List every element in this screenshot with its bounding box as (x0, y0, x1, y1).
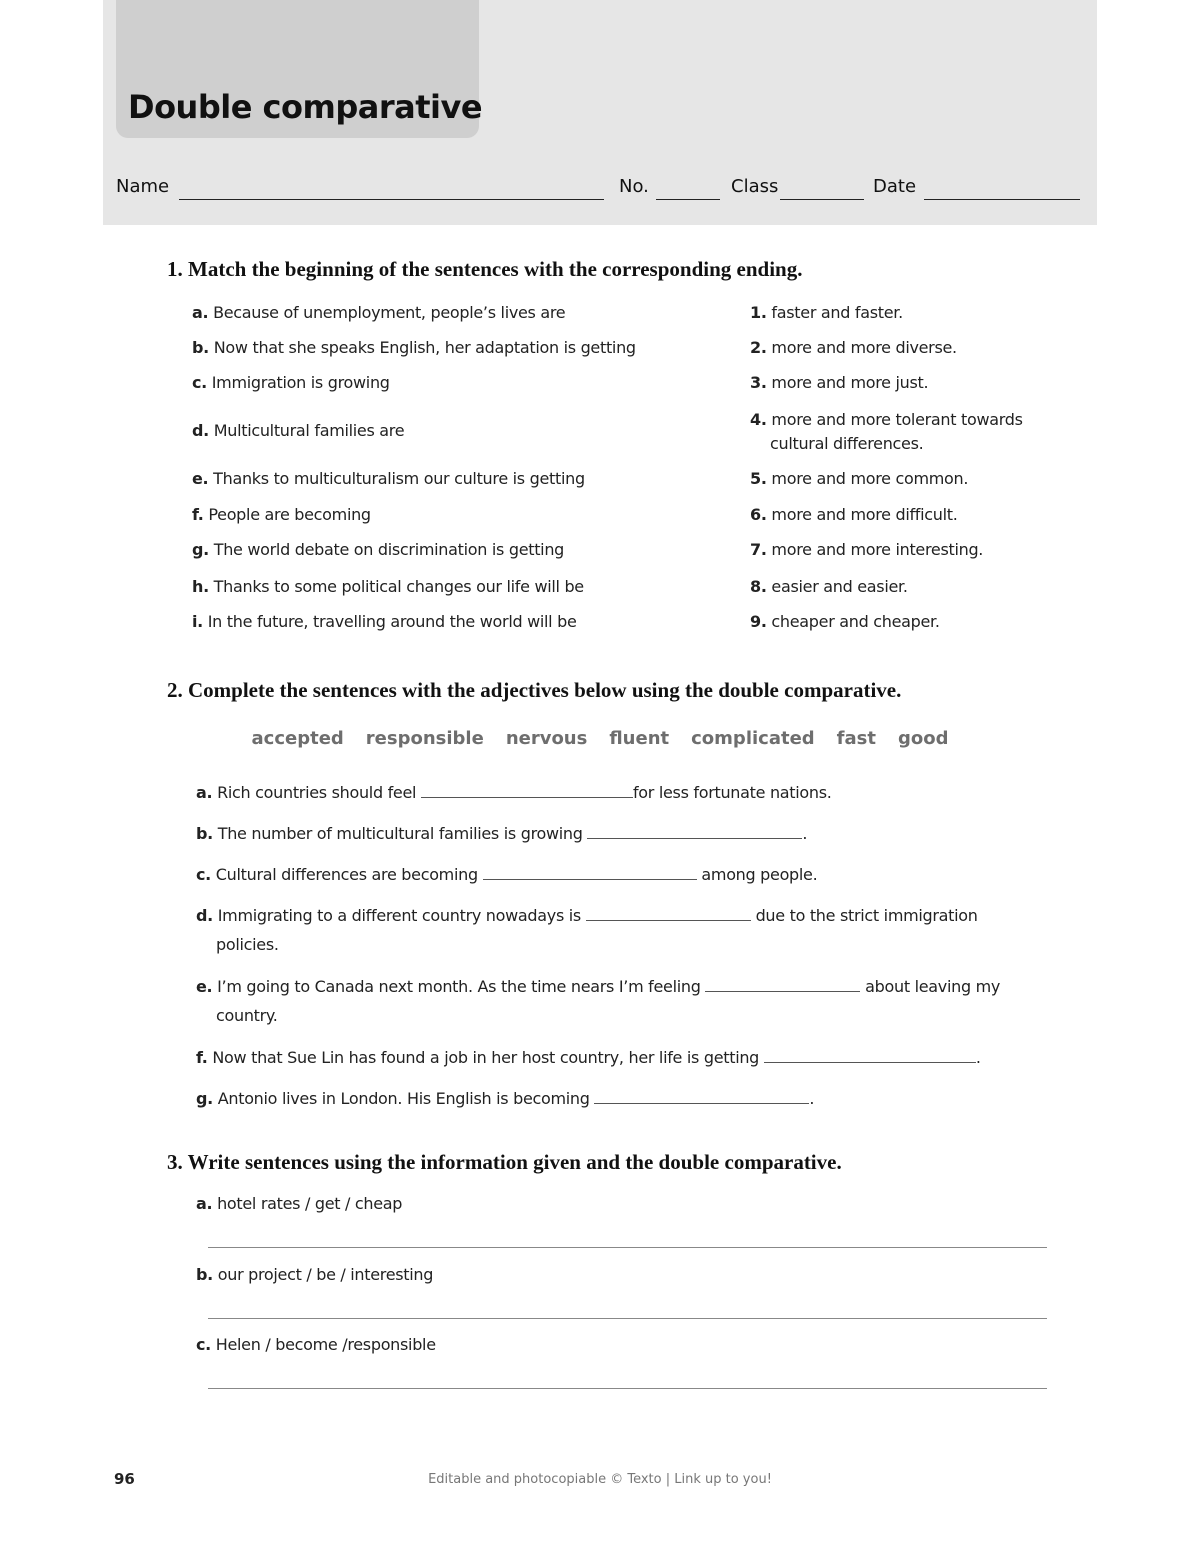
item-letter: a. (196, 1194, 213, 1213)
item-text-after: about leaving my (865, 977, 1001, 996)
item-text: more and more tolerant towards (771, 410, 1023, 429)
item-text: Multicultural families are (213, 421, 405, 440)
completion-item (196, 865, 817, 884)
date-field[interactable] (924, 199, 1080, 200)
item-letter: i. (192, 612, 203, 631)
item-text: our project / be / interesting (217, 1265, 434, 1284)
item-text: Immigration is growing (211, 373, 390, 392)
item-letter: f. (196, 1048, 208, 1067)
item-text-after: . (802, 824, 808, 843)
writing-line[interactable] (208, 1318, 1047, 1319)
match-ending (750, 505, 958, 524)
item-text: more and more interesting. (771, 540, 984, 559)
item-letter: c. (196, 1335, 211, 1354)
item-letter: e. (192, 469, 209, 488)
match-ending (750, 612, 940, 631)
match-beginning (192, 577, 584, 596)
item-number: 8. (750, 577, 767, 596)
word-bank-item: accepted (251, 728, 344, 749)
name-field[interactable] (179, 199, 604, 200)
completion-item (196, 906, 978, 925)
footer-copyright: Editable and photocopiable © Texto | Link up to you! (428, 1472, 772, 1487)
word-bank-item: responsible (365, 728, 484, 749)
completion-item (196, 977, 1000, 996)
writing-prompt (196, 1194, 402, 1213)
item-letter: h. (192, 577, 209, 596)
name-label: Name (116, 176, 170, 197)
item-letter: a. (192, 303, 209, 322)
item-text: hotel rates / get / cheap (217, 1194, 403, 1213)
item-number: 9. (750, 612, 767, 631)
number-label: No. (619, 176, 649, 197)
completion-item-continued: policies. (216, 935, 279, 954)
item-text: In the future, travelling around the world will be (207, 612, 577, 631)
item-letter: e. (196, 977, 213, 996)
page-number: 96 (114, 1470, 135, 1488)
item-text: easier and easier. (771, 577, 908, 596)
item-letter: d. (192, 421, 209, 440)
match-ending-continued: cultural differences. (770, 434, 924, 453)
writing-line[interactable] (208, 1247, 1047, 1248)
match-beginning (192, 612, 577, 631)
item-text: The number of multicultural families is growing (217, 824, 583, 843)
item-number: 1. (750, 303, 767, 322)
writing-prompt (196, 1335, 436, 1354)
item-letter: c. (192, 373, 207, 392)
item-text: Immigrating to a different country nowadays is (217, 906, 581, 925)
answer-blank[interactable] (594, 1089, 809, 1104)
item-number: 5. (750, 469, 767, 488)
match-ending (750, 303, 903, 322)
item-text: Now that Sue Lin has found a job in her host country, her life is getting (212, 1048, 760, 1067)
answer-blank[interactable] (705, 977, 860, 992)
item-text: more and more just. (771, 373, 929, 392)
completion-item (196, 1048, 981, 1067)
item-text: Cultural differences are becoming (215, 865, 478, 884)
date-label: Date (873, 176, 917, 197)
item-text: more and more common. (771, 469, 969, 488)
completion-item-continued: country. (216, 1006, 278, 1025)
match-beginning (192, 421, 404, 440)
page-title: Double comparative (128, 88, 483, 126)
item-text: I’m going to Canada next month. As the time nears I’m feeling (217, 977, 701, 996)
match-beginning (192, 373, 390, 392)
item-text: faster and faster. (771, 303, 903, 322)
match-beginning (192, 505, 371, 524)
item-letter: c. (196, 865, 211, 884)
match-ending (750, 469, 968, 488)
item-number: 7. (750, 540, 767, 559)
item-text: Because of unemployment, people’s lives are (213, 303, 566, 322)
answer-blank[interactable] (587, 824, 802, 839)
item-text: more and more diverse. (771, 338, 957, 357)
writing-line[interactable] (208, 1388, 1047, 1389)
word-bank-item: fast (836, 728, 876, 749)
completion-item (196, 1089, 814, 1108)
answer-blank[interactable] (483, 865, 697, 880)
item-number: 2. (750, 338, 767, 357)
match-ending (750, 338, 957, 357)
word-bank-item: good (897, 728, 949, 749)
item-text-after: for less fortunate nations. (632, 783, 832, 802)
match-ending (750, 577, 908, 596)
item-text: Now that she speaks English, her adaptation is getting (213, 338, 636, 357)
section-1-title: 1. Match the beginning of the sentences with the corresponding ending. (167, 257, 803, 281)
item-text-after: . (975, 1048, 981, 1067)
match-beginning (192, 303, 565, 322)
class-label: Class (731, 176, 779, 197)
item-text: Thanks to multiculturalism our culture is getting (213, 469, 585, 488)
item-number: 3. (750, 373, 767, 392)
item-text: The world debate on discrimination is getting (213, 540, 565, 559)
match-ending (750, 540, 983, 559)
match-beginning (192, 540, 564, 559)
item-text-after: . (809, 1089, 815, 1108)
item-text: cheaper and cheaper. (771, 612, 940, 631)
item-text: Helen / become /responsible (215, 1335, 436, 1354)
match-beginning (192, 469, 585, 488)
item-number: 4. (750, 410, 767, 429)
item-letter: f. (192, 505, 204, 524)
item-text-after: due to the strict immigration (755, 906, 978, 925)
answer-blank[interactable] (586, 906, 751, 921)
item-letter: d. (196, 906, 213, 925)
item-text: more and more difficult. (771, 505, 958, 524)
section-3-title: 3. Write sentences using the information given and the double comparative. (167, 1150, 842, 1174)
completion-item (196, 783, 832, 802)
writing-prompt (196, 1265, 433, 1284)
section-2-title: 2. Complete the sentences with the adjectives below using the double comparative. (167, 678, 902, 702)
item-text: People are becoming (208, 505, 371, 524)
word-bank-item: fluent (609, 728, 670, 749)
item-text: Antonio lives in London. His English is becoming (217, 1089, 590, 1108)
item-letter: g. (192, 540, 209, 559)
match-ending (750, 410, 1023, 429)
match-beginning (192, 338, 636, 357)
answer-blank[interactable] (764, 1048, 976, 1063)
item-letter: b. (196, 824, 213, 843)
class-field[interactable] (780, 199, 864, 200)
word-bank-item: nervous (505, 728, 588, 749)
item-number: 6. (750, 505, 767, 524)
item-text: Thanks to some political changes our life will be (213, 577, 584, 596)
item-letter: a. (196, 783, 213, 802)
item-text: Rich countries should feel (217, 783, 417, 802)
word-bank-item: complicated (691, 728, 815, 749)
answer-blank[interactable] (421, 783, 633, 798)
item-text-after: among people. (701, 865, 818, 884)
item-letter: b. (196, 1265, 213, 1284)
match-ending (750, 373, 928, 392)
word-bank (0, 728, 1200, 749)
number-field[interactable] (656, 199, 720, 200)
item-letter: b. (192, 338, 209, 357)
completion-item (196, 824, 807, 843)
item-letter: g. (196, 1089, 213, 1108)
